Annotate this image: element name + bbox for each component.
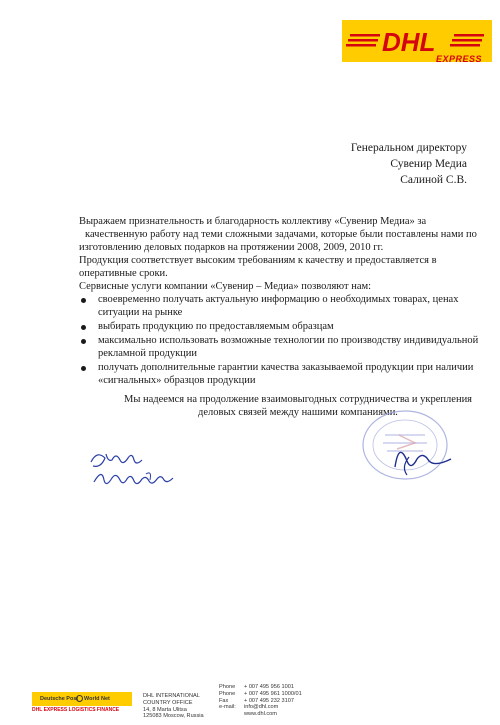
- closing-paragraph: Мы надеемся на продолжение взаимовыгодных сотрудничества и укрепления деловых связей между нашими компаниями.: [123, 394, 473, 418]
- addressee-line: Сувенир Медиа: [390, 158, 467, 170]
- contact-row: [219, 691, 302, 698]
- handwritten-signature: [86, 440, 206, 500]
- logo-express: EXPRESS: [435, 54, 482, 64]
- paragraph-services: Сервисные услуги компании «Сувенир – Медиа» позволяют нам:: [79, 281, 372, 292]
- contact-row: [219, 684, 302, 691]
- bullet-icon: [81, 339, 86, 344]
- svg-text:DHL: DHL: [382, 27, 436, 57]
- addressee-block: [351, 140, 467, 188]
- addressee-line: Салиной С.В.: [400, 174, 467, 186]
- contact-label: [219, 711, 244, 718]
- benefits-list: [79, 293, 489, 388]
- address-line: 125083 Moscow, Russia: [143, 713, 204, 720]
- list-item-text: своевременно получать актуальную информацию о необходимых товарах, ценах ситуации на рынке: [98, 294, 459, 318]
- contact-value: + 007 495 956 1001: [244, 684, 294, 690]
- dhl-logo: [342, 20, 492, 72]
- bullet-icon: [81, 298, 86, 303]
- footer-logos: [32, 692, 132, 720]
- list-item-text: получать дополнительные гарантии качества заказываемой продукции при наличии «сигнальных» образцов продукции: [98, 362, 474, 386]
- text-line: оперативные сроки.: [79, 268, 168, 279]
- deutsche-post-bar: [32, 692, 132, 706]
- list-item: [79, 320, 489, 333]
- contact-row: [219, 711, 302, 718]
- list-item-text: выбирать продукцию по предоставляемым образцам: [98, 321, 334, 332]
- contact-value: + 007 495 232 3107: [244, 697, 294, 704]
- contact-label: Phone: [219, 690, 236, 697]
- address-line: COUNTRY OFFICE: [143, 699, 193, 706]
- bullet-icon: [81, 325, 86, 330]
- list-item-text: максимально использовать возможные технологии по производству индивидуальной рекламной продукции: [98, 335, 479, 359]
- paragraph-gratitude: [79, 215, 479, 280]
- text-line: Выражаем признательность и благодарность коллективу «Сувенир Медиа» за: [79, 216, 427, 227]
- office-address: [143, 693, 204, 720]
- text-line: Продукция соответствует высоким требованиям к качеству и предоставляется в: [79, 255, 437, 266]
- contact-row: [219, 698, 302, 705]
- list-item: [79, 293, 489, 319]
- bullet-icon: [81, 366, 86, 371]
- contact-label: Fax: [219, 697, 229, 704]
- world-net-label: World Net: [84, 696, 110, 702]
- contact-value: info@dhl.com: [244, 704, 279, 711]
- contact-value: www.dhl.com: [244, 711, 277, 718]
- dhl-divisions: DHL EXPRESS LOGISTICS FINANCE: [32, 707, 120, 713]
- post-horn-icon: [76, 695, 83, 702]
- deutsche-post-label: Deutsche Post: [40, 696, 79, 702]
- company-stamp: [355, 405, 475, 495]
- address-line: DHL INTERNATIONAL: [143, 693, 200, 699]
- contact-value: + 007 495 961 1000/01: [244, 690, 302, 697]
- list-item: [79, 334, 489, 360]
- contact-row: [219, 704, 302, 711]
- addressee-line: Генеральном директору: [350, 142, 467, 154]
- contact-label: Phone: [219, 684, 236, 690]
- office-contacts: [219, 684, 302, 718]
- contact-label: e-mail:: [219, 704, 236, 711]
- list-item: [79, 361, 489, 387]
- text-line: качественную работу над теми сложными задачами, которые были поставлены нами по: [85, 229, 477, 240]
- address-line: 14, 8 Marta Ulitsa: [143, 706, 187, 713]
- text-line: изготовлению деловых подарков на протяжении 2008, 2009, 2010 гг.: [79, 242, 384, 253]
